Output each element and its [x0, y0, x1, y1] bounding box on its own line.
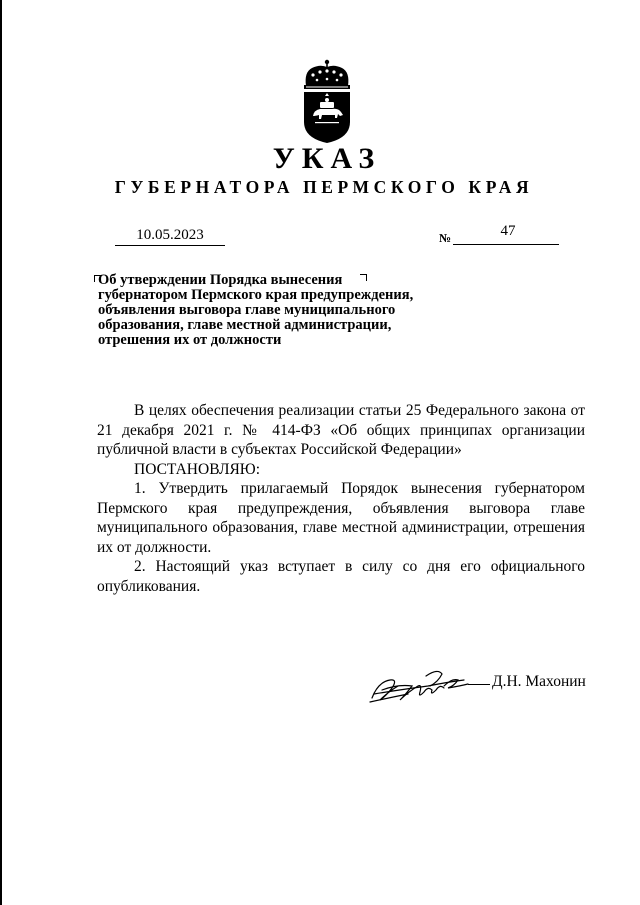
- document-subject: [98, 273, 458, 348]
- document-title: УКАЗ: [272, 142, 382, 175]
- document-issuer: ГУБЕРНАТОРА ПЕРМСКОГО КРАЯ: [114, 177, 534, 197]
- subject-line: образования, главе местной администрации,: [98, 317, 392, 333]
- document-number: [453, 222, 559, 245]
- item-1-paragraph: 1. Утвердить прилагаемый Порядок вынесения губернатором Пермского края предупреждения, объявления выговора главе муниципального образования, главе местной администрации, отрешения их от должности.: [97, 480, 585, 556]
- page-edge-line: [0, 0, 2, 905]
- document-date: 10.05.2023: [115, 226, 225, 246]
- signature-line: [468, 684, 490, 685]
- number-label: №: [439, 231, 452, 245]
- document-body: [97, 401, 585, 596]
- subject-line: объявления выговора главе муниципального: [98, 302, 396, 318]
- subject-line: отрешения их от должности: [98, 332, 282, 348]
- perm-krai-coat-of-arms-icon: [298, 58, 356, 144]
- preamble-paragraph: В целях обеспечения реализации статьи 25 Федерального закона от 21 декабря 2021 г. № 414-ФЗ «Об общих принципах организации публичной власти в субъектах Российской Федерации»: [97, 402, 585, 458]
- subject-line: губернатором Пермского края предупреждения,: [98, 287, 414, 303]
- document-number-value: 47: [500, 223, 516, 239]
- subject-line: Об утверждении Порядка вынесения: [98, 272, 343, 288]
- handwritten-signature-icon: [368, 664, 490, 706]
- item-2-paragraph: 2. Настоящий указ вступает в силу со дня его официального опубликования.: [97, 558, 585, 595]
- decree-word: ПОСТАНОВЛЯЮ:: [134, 460, 261, 478]
- signer-name: Д.Н. Махонин: [492, 673, 586, 690]
